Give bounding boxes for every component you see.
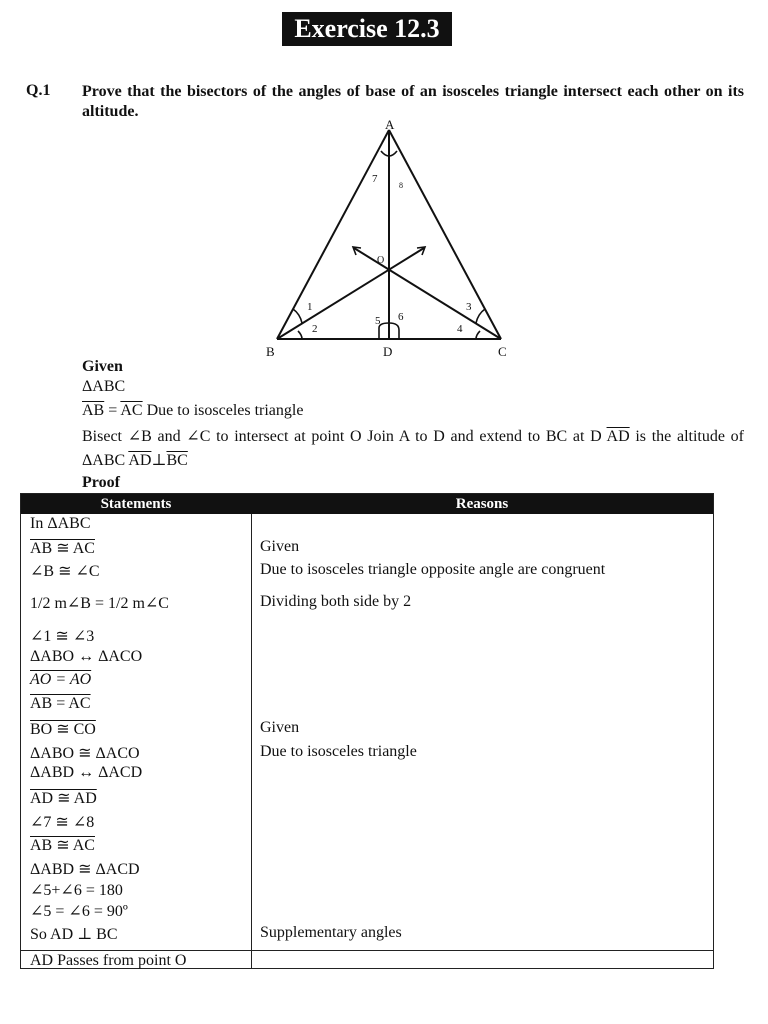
vertex-a-label: A (385, 118, 395, 132)
reason: Dividing both side by 2 (260, 593, 412, 610)
reason: Given (260, 538, 300, 555)
reason: Due to isosceles triangle (260, 743, 417, 760)
proof-table (20, 493, 714, 969)
statement: So AD ⊥ BC (30, 926, 118, 943)
bisector-b (277, 248, 424, 339)
statement: AB ≅ AC (30, 540, 95, 557)
triangle-figure (262, 118, 524, 363)
side-ab (277, 130, 389, 339)
statement: ΔABD ↔ ΔACD (30, 764, 143, 781)
statement: BO ≅ CO (30, 721, 96, 738)
statement: AO = AO (30, 671, 92, 688)
angle-8-label: 8 (399, 181, 403, 190)
statement: In ΔABC (30, 515, 91, 532)
statement: ∠1 ≅ ∠3 (30, 628, 95, 645)
angle-2-label: 2 (312, 323, 318, 335)
segment-ad: $\overline{AD}$ (606, 428, 630, 445)
question-text: Prove that the bisectors of the angles of base of an isosceles triangle intersect each other on its altitude. (82, 83, 744, 120)
reason: Supplementary angles (260, 924, 402, 941)
page-title: Exercise 12.3 (282, 12, 452, 46)
vertex-b-label: B (266, 344, 275, 359)
angle-7-label: 7 (372, 173, 378, 185)
point-o-label: O (377, 255, 385, 266)
reasons-header: Reasons (455, 496, 509, 512)
statement: AB = AC (30, 695, 91, 712)
statement: 1/2 m∠B = 1/2 m∠C (30, 595, 169, 612)
statement: AD Passes from point O (30, 952, 187, 969)
statement: ∠5+∠6 = 180 (30, 882, 123, 899)
side-ac (389, 130, 501, 339)
given-line-2: $\overline{AB} = \overline{AC}$ Due to isosceles triangle (82, 402, 304, 419)
statement: ΔABD ≅ ΔACD (30, 861, 140, 878)
statement: ΔABO ↔ ΔACO (30, 648, 143, 665)
reason: Given (260, 719, 300, 736)
given-line-3: Bisect ∠B and ∠C to intersect at point O Join A to D and extend to BC at D $\overline{AD}$ is the altitude of ΔABC $\overline{AD}\perp\overline{BC}$ (82, 428, 744, 469)
angle-4-label: 4 (457, 323, 463, 335)
given-line-1: ΔABC (82, 378, 126, 395)
statement: ∠5 = ∠6 = 90º (30, 903, 128, 920)
segment-ac: $\overline{AC}$ (120, 402, 143, 419)
statement: ∠B ≅ ∠C (30, 563, 100, 580)
given-heading: Given (82, 358, 123, 375)
statement: AB ≅ AC (30, 837, 95, 854)
statement: AD ≅ AD (30, 790, 97, 807)
reason: Due to isosceles triangle opposite angle are congruent (260, 561, 606, 578)
column-divider (251, 514, 252, 969)
question-number: Q.1 (26, 82, 51, 99)
statements-header: Statements (100, 496, 172, 512)
point-d-label: D (383, 344, 393, 359)
proof-table-header (21, 494, 713, 514)
segment-ab: $\overline{AB}$ (82, 402, 105, 419)
angle-3-label: 3 (466, 301, 472, 313)
statement: ∠7 ≅ ∠8 (30, 814, 95, 831)
table-row (21, 950, 713, 969)
angle-6-label: 6 (398, 311, 404, 323)
angle-1-label: 1 (307, 301, 313, 313)
angle-5-label: 5 (375, 315, 381, 327)
vertex-c-label: C (498, 344, 507, 359)
statement: ΔABO ≅ ΔACO (30, 745, 140, 762)
proof-heading: Proof (82, 474, 120, 491)
